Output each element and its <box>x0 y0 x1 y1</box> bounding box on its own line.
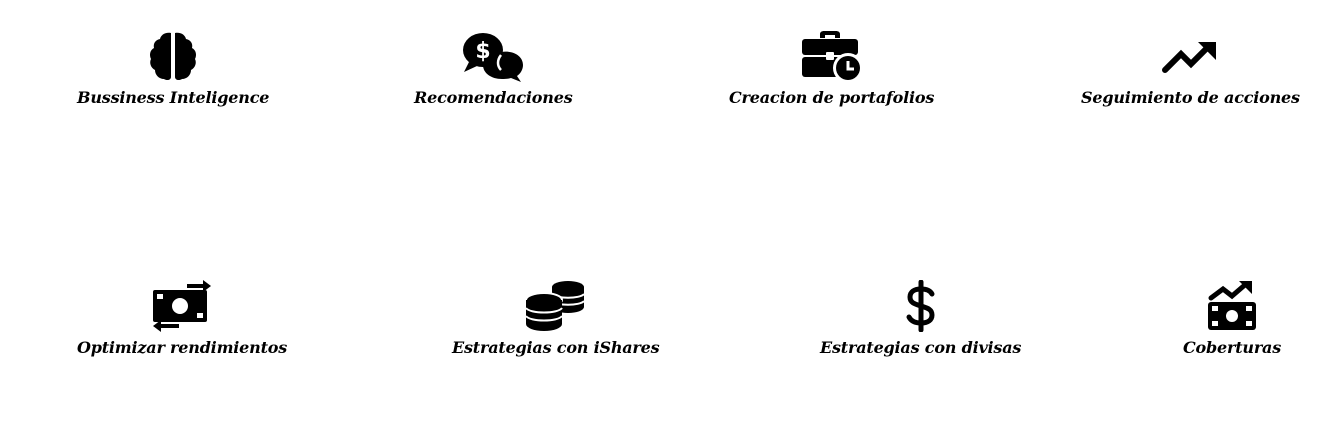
briefcase-clock-icon <box>800 30 864 82</box>
feature-label: Seguimiento de acciones <box>1081 88 1300 107</box>
feature-coberturas <box>1183 280 1281 357</box>
feature-label: Estrategias con iShares <box>452 338 660 357</box>
feature-creacion-portafolios <box>729 30 934 107</box>
feature-label: Bussiness Inteligence <box>77 88 270 107</box>
money-exchange-icon <box>151 280 213 332</box>
feature-optimizar-rendimientos <box>77 280 287 357</box>
feature-estrategias-divisas <box>820 280 1021 357</box>
trend-up-icon <box>1162 30 1218 82</box>
coins-stack-icon <box>524 280 588 332</box>
brain-icon <box>147 30 199 82</box>
feature-label: Optimizar rendimientos <box>77 338 288 357</box>
dollar-chat-icon <box>461 30 525 82</box>
feature-recomendaciones <box>414 30 573 107</box>
feature-label: Coberturas <box>1183 338 1282 357</box>
dollar-sign-icon <box>904 280 938 332</box>
feature-seguimiento-acciones <box>1081 30 1300 107</box>
feature-label: Recomendaciones <box>414 88 573 107</box>
money-trend-icon <box>1206 280 1258 332</box>
feature-label: Creacion de portafolios <box>729 88 935 107</box>
feature-business-intelligence <box>77 30 269 107</box>
svg-text:$: $ <box>475 39 491 64</box>
feature-label: Estrategias con divisas <box>820 338 1022 357</box>
feature-estrategias-ishares <box>452 280 659 357</box>
